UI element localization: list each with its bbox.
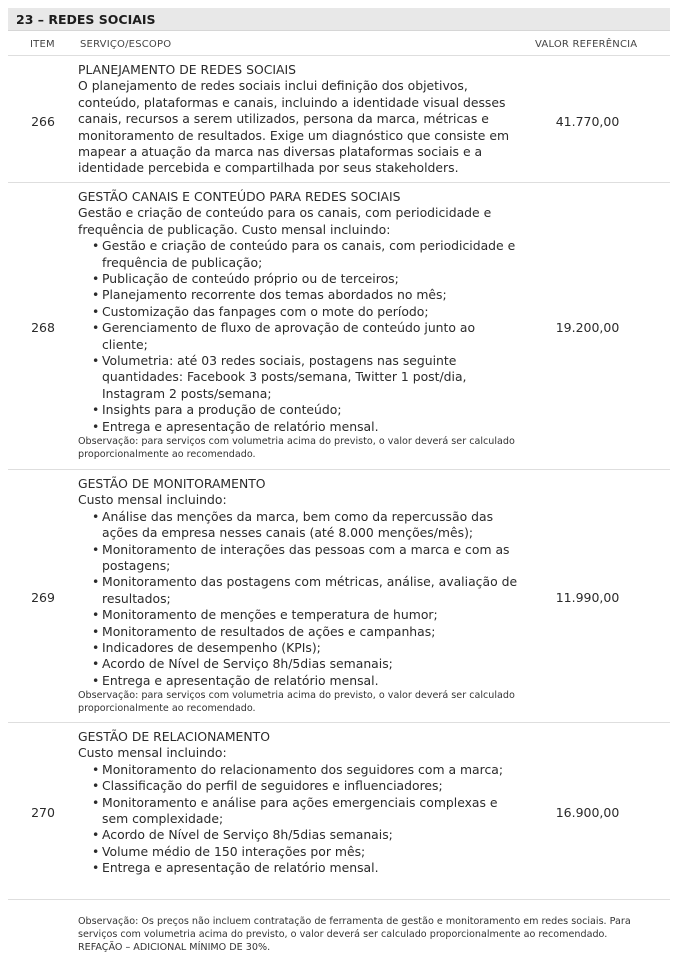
- list-item: • Monitoramento do relacionamento dos seguidores com a marca;: [78, 762, 518, 778]
- list-item: • Gestão e criação de conteúdo para os canais, com periodicidade e frequência de publicação;: [78, 238, 518, 271]
- reference-value: 19.200,00: [555, 320, 620, 335]
- list-item: • Gerenciamento de fluxo de aprovação de conteúdo junto ao cliente;: [78, 320, 518, 353]
- list-item: • Acordo de Nível de Serviço 8h/5dias semanais;: [78, 827, 518, 843]
- list-item: • Classificação do perfil de seguidores e influenciadores;: [78, 778, 518, 794]
- list-item: • Monitoramento das postagens com métricas, análise, avaliação de resultados;: [78, 574, 518, 607]
- list-item: • Indicadores de desempenho (KPIs);: [78, 640, 518, 656]
- list-item: • Monitoramento de interações das pessoas com a marca e com as postagens;: [78, 542, 518, 575]
- row-divider: [8, 182, 670, 183]
- section-header: [8, 8, 670, 31]
- service-description: Custo mensal incluindo:: [78, 492, 227, 508]
- service-scope: [78, 729, 518, 877]
- column-header-value: VALOR REFERÊNCIA: [535, 39, 638, 50]
- column-header-item: ITEM: [30, 39, 55, 50]
- reference-value: 41.770,00: [555, 114, 620, 129]
- item-number: 266: [31, 114, 55, 129]
- service-bullet-list: [78, 509, 518, 689]
- row-divider: [8, 469, 670, 470]
- service-note: Observação: para serviços com volumetria acima do previsto, o valor deverá ser calculado proporcionalmente ao recomendado.: [78, 436, 515, 461]
- list-item: • Insights para a produção de conteúdo;: [78, 402, 518, 418]
- service-description: O planejamento de redes sociais inclui definição dos objetivos, conteúdo, plataformas e canais, incluindo a identidade visual desses canais, recursos a serem utilizados, persona da marca, métricas e monitoramento de resultados. Exige um diagnóstico que consiste em mapear a atuação da marca nas diversas plataformas sociais e a identidade percebida e compartilhada por seus stakeholders.: [78, 78, 510, 176]
- list-item: • Entrega e apresentação de relatório mensal.: [78, 860, 518, 876]
- list-item: • Planejamento recorrente dos temas abordados no mês;: [78, 287, 518, 303]
- row-divider: [8, 722, 670, 723]
- item-number: 269: [31, 590, 55, 605]
- service-bullet-list: [78, 762, 518, 877]
- header-divider: [8, 55, 670, 56]
- service-note: Observação: para serviços com volumetria acima do previsto, o valor deverá ser calculado proporcionalmente ao recomendado.: [78, 690, 515, 715]
- service-title: GESTÃO DE MONITORAMENTO: [78, 476, 266, 491]
- service-description: Gestão e criação de conteúdo para os canais, com periodicidade e frequência de publicação. Custo mensal incluindo:: [78, 205, 492, 237]
- service-scope: [78, 476, 518, 716]
- item-number: 270: [31, 805, 55, 820]
- footer-note: Observação: Os preços não incluem contratação de ferramenta de gestão e monitoramento em redes sociais. Para serviços com volumetria acima do previsto, o valor deverá ser calculado proporcionalmente ao recomendado. REFAÇÃO – ADICIONAL MÍNIMO DE 30%.: [78, 915, 631, 954]
- list-item: • Monitoramento de resultados de ações e campanhas;: [78, 624, 518, 640]
- list-item: • Análise das menções da marca, bem como da repercussão das ações da empresa nesses canais (até 8.000 menções/mês);: [78, 509, 518, 542]
- list-item: • Entrega e apresentação de relatório mensal.: [78, 419, 518, 435]
- list-item: • Publicação de conteúdo próprio ou de terceiros;: [78, 271, 518, 287]
- service-title: GESTÃO DE RELACIONAMENTO: [78, 729, 270, 744]
- reference-value: 11.990,00: [555, 590, 620, 605]
- reference-value: 16.900,00: [555, 805, 620, 820]
- item-number: 268: [31, 320, 55, 335]
- list-item: • Volumetria: até 03 redes sociais, postagens nas seguinte quantidades: Facebook 3 posts/semana, Twitter 1 post/dia, Instagram 2 posts/semana;: [78, 353, 518, 402]
- service-scope: [78, 62, 518, 177]
- list-item: • Monitoramento e análise para ações emergenciais complexas e sem complexidade;: [78, 795, 518, 828]
- service-title: GESTÃO CANAIS E CONTEÚDO PARA REDES SOCIAIS: [78, 189, 401, 204]
- list-item: • Acordo de Nível de Serviço 8h/5dias semanais;: [78, 656, 518, 672]
- column-header-service: SERVIÇO/ESCOPO: [80, 39, 172, 50]
- list-item: • Volume médio de 150 interações por mês;: [78, 844, 518, 860]
- section-title: 23 – REDES SOCIAIS: [16, 12, 156, 27]
- row-divider: [8, 899, 670, 900]
- list-item: • Monitoramento de menções e temperatura de humor;: [78, 607, 518, 623]
- service-scope: [78, 189, 518, 462]
- service-description: Custo mensal incluindo:: [78, 745, 227, 761]
- service-title: PLANEJAMENTO DE REDES SOCIAIS: [78, 62, 297, 77]
- list-item: • Entrega e apresentação de relatório mensal.: [78, 673, 518, 689]
- service-bullet-list: [78, 238, 518, 435]
- list-item: • Customização das fanpages com o mote do período;: [78, 304, 518, 320]
